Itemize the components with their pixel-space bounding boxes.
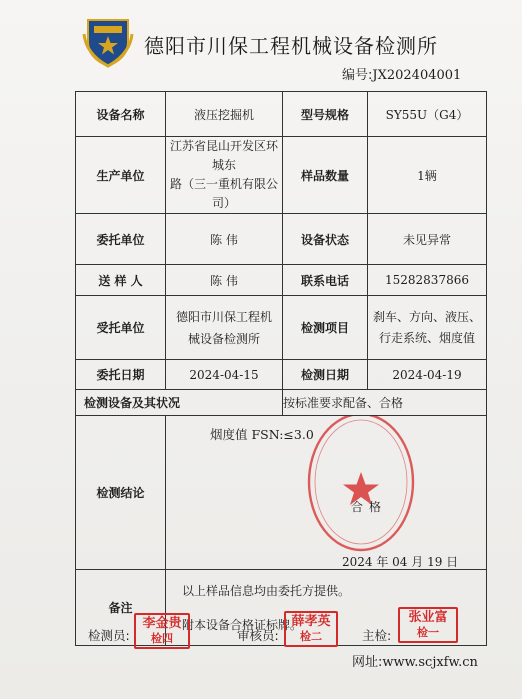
field-value bbox=[368, 296, 487, 360]
field-value: 未见异常 bbox=[368, 214, 487, 265]
field-label: 生产单位 bbox=[76, 137, 166, 214]
field-label: 委托日期 bbox=[76, 360, 166, 390]
field-label: 检测项目 bbox=[283, 296, 368, 360]
official-seal-icon bbox=[301, 416, 421, 559]
reviewer-label: 审核员: bbox=[237, 628, 279, 643]
field-value: 陈 伟 bbox=[166, 265, 283, 296]
table-row bbox=[76, 92, 487, 137]
field-value: 2024-04-15 bbox=[166, 360, 283, 390]
field-label: 检测日期 bbox=[283, 360, 368, 390]
maker-line-1: 江苏省昆山开发区环城东 bbox=[170, 139, 279, 172]
field-label: 型号规格 bbox=[283, 92, 368, 137]
field-value bbox=[166, 137, 283, 214]
inspection-form-table bbox=[75, 91, 487, 646]
field-value: 15282837866 bbox=[368, 265, 487, 296]
agency-emblem-icon bbox=[82, 14, 134, 68]
table-row bbox=[76, 137, 487, 214]
supervisor-name: 张业富 bbox=[408, 610, 448, 625]
field-value: SY55U（G4） bbox=[368, 92, 487, 137]
field-label: 备注 bbox=[76, 570, 166, 646]
receiver-line-1: 德阳市川保工程机 bbox=[175, 309, 272, 324]
field-label: 设备状态 bbox=[283, 214, 368, 265]
field-value: 1辆 bbox=[368, 137, 487, 214]
conclusion-date: 2024 年 04 月 19 日 bbox=[342, 555, 459, 569]
field-value: 陈 伟 bbox=[166, 214, 283, 265]
remark-line-1: 以上样品信息均由委托方提供。 bbox=[182, 583, 351, 598]
conclusion-result: 合格 bbox=[351, 500, 388, 514]
document-number-label: 编号: bbox=[342, 68, 373, 83]
field-label: 检测结论 bbox=[76, 416, 166, 570]
inspector-label: 检测员: bbox=[88, 628, 130, 643]
supervisor-stamp bbox=[398, 607, 458, 643]
inspector-stamp bbox=[134, 613, 190, 649]
field-label: 设备名称 bbox=[76, 92, 166, 137]
conclusion-cell bbox=[166, 416, 487, 570]
table-row bbox=[76, 360, 487, 390]
website-label: 网址: bbox=[352, 655, 383, 670]
table-row bbox=[76, 296, 487, 360]
field-label: 检测设备及其状况 bbox=[76, 390, 283, 416]
receiver-line-2: 械设备检测所 bbox=[187, 331, 260, 346]
document-number bbox=[342, 64, 461, 83]
website-url: www.scjxfw.cn bbox=[382, 655, 478, 670]
table-row bbox=[76, 416, 487, 570]
document-number-value: JX202404001 bbox=[372, 68, 462, 83]
table-row bbox=[76, 214, 487, 265]
website bbox=[352, 651, 478, 670]
field-value: 2024-04-19 bbox=[368, 360, 487, 390]
field-label: 送 样 人 bbox=[76, 265, 166, 296]
supervisor-role: 检一 bbox=[417, 626, 439, 639]
reviewer-name: 薛孝英 bbox=[291, 614, 331, 629]
remark-line-2: 附本设备合格证标牌。 bbox=[182, 617, 303, 632]
items-line-2: 行走系统、烟度值 bbox=[378, 330, 475, 345]
field-value bbox=[166, 296, 283, 360]
signature-row bbox=[0, 610, 522, 653]
reviewer-role: 检二 bbox=[300, 630, 322, 643]
maker-line-2: 路（三一重机有限公司） bbox=[170, 177, 279, 210]
field-label: 样品数量 bbox=[283, 137, 368, 214]
items-line-1: 刹车、方向、液压、 bbox=[372, 309, 481, 324]
conclusion-text: 烟度值 FSN:≤3.0 bbox=[210, 427, 314, 442]
field-value: 按标准要求配备、合格 bbox=[283, 390, 487, 416]
field-label: 受托单位 bbox=[76, 296, 166, 360]
inspector-role: 检四 bbox=[151, 632, 173, 645]
supervisor-label: 主检: bbox=[362, 628, 392, 643]
field-label: 联系电话 bbox=[283, 265, 368, 296]
field-label: 委托单位 bbox=[76, 214, 166, 265]
inspector-name: 李金贵 bbox=[142, 616, 182, 631]
table-row bbox=[76, 390, 487, 416]
reviewer-stamp bbox=[284, 611, 338, 647]
page-title: 德阳市川保工程机械设备检测所 bbox=[144, 34, 438, 58]
field-value: 液压挖掘机 bbox=[166, 92, 283, 137]
table-row bbox=[76, 265, 487, 296]
